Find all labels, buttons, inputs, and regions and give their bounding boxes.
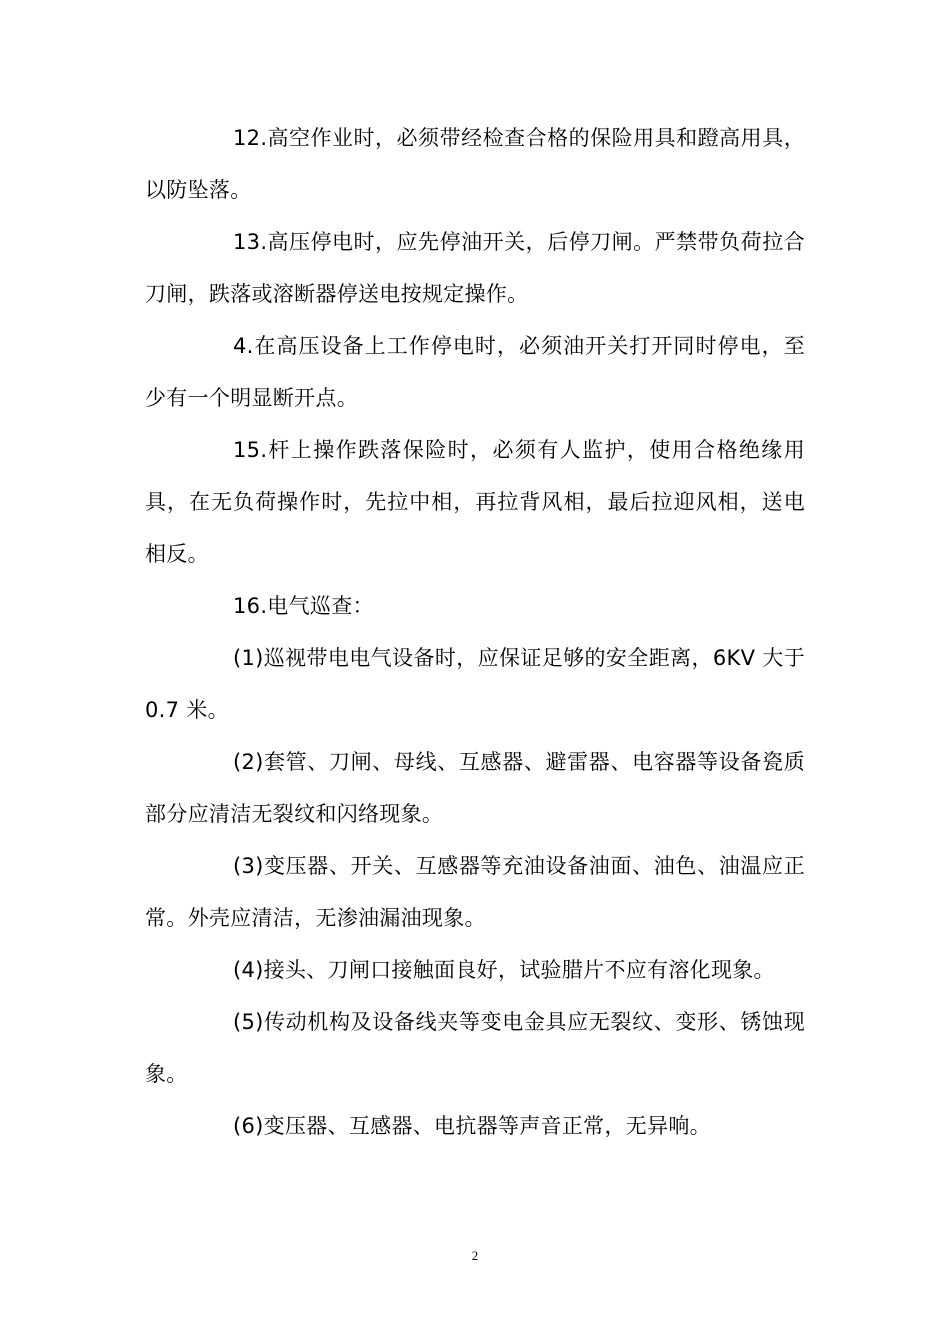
paragraph-heading-16: 16.电气巡查：	[233, 594, 374, 618]
paragraph-item-13: 13.高压停电时，应先停油开关，后停刀闸。严禁带负荷拉合刀闸，跌落或溶断器停送电按规定操作。	[145, 230, 805, 306]
paragraph-item-14: 4.在高压设备上工作停电时，必须油开关打开同时停电，至少有一个明显断开点。	[145, 334, 805, 410]
paragraph-item-12: 12.高空作业时，必须带经检查合格的保险用具和蹬高用具，以防坠落。	[145, 126, 805, 202]
page-number: 2	[471, 1248, 479, 1263]
paragraph-subitem-4: (4)接头、刀闸口接触面良好，试验腊片不应有溶化现象。	[233, 958, 775, 982]
paragraph-subitem-2: (2)套管、刀闸、母线、互感器、避雷器、电容器等设备瓷质部分应清洁无裂纹和闪络现象。	[145, 750, 805, 826]
paragraph-subitem-3: (3)变压器、开关、互感器等充油设备油面、油色、油温应正常。外壳应清洁，无渗油漏油现象。	[145, 854, 805, 930]
paragraph-subitem-5: (5)传动机构及设备线夹等变电金具应无裂纹、变形、锈蚀现象。	[145, 1010, 805, 1086]
document-body	[145, 112, 805, 1152]
paragraph-subitem-6: (6)变压器、互感器、电抗器等声音正常，无异响。	[233, 1114, 711, 1138]
paragraph-subitem-1: (1)巡视带电电气设备时，应保证足够的安全距离，6KV 大于 0.7 米。	[145, 646, 805, 722]
paragraph-item-15: 15.杆上操作跌落保险时，必须有人监护，使用合格绝缘用具，在无负荷操作时，先拉中相，再拉背风相，最后拉迎风相，送电相反。	[145, 438, 805, 566]
